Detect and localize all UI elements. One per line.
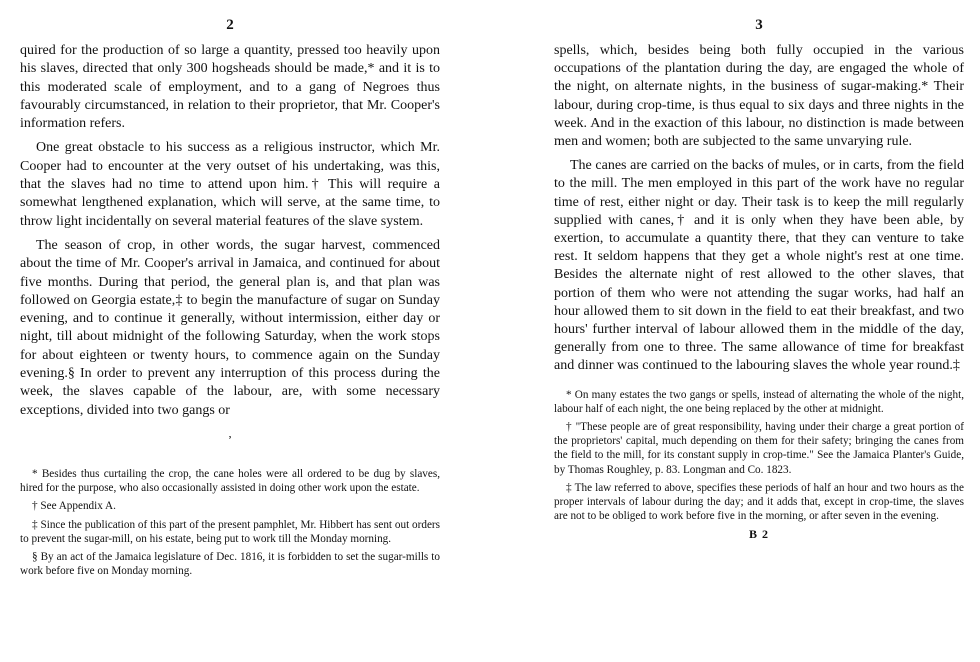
footnote: ‡ Since the publication of this part of the present pamphlet, Mr. Hibbert has sent out orders to prevent the sugar-mill, on his estate, being put to work till the Monday morning. — [20, 518, 440, 545]
footnote: * Besides thus curtailing the crop, the cane holes were all ordered to be dug by slaves, hired for the purpose, who also occasionally assisted in doing other work upon the estate. — [20, 467, 440, 495]
footnote: † See Appendix A. — [32, 500, 116, 513]
footnotes — [554, 388, 964, 524]
main-text — [20, 42, 440, 420]
paragraph: The canes are carried on the backs of mules, or in carts, from the field to the mill. The men employed in this part of the work have no regular time of rest, either night or day. Their task is to keep the mill regularly supplied with canes,† and it is only when they have been able, by exertion, to accumulate a quantity there, that they can venture to take rest. It seldom happens that they get a whole night's rest at one time. Besides the alternate night of rest allowed to the other slaves, that portion of them who were not attending the sugar works, had half an hour allowed them to sit down in the field to eat their breakfast, and two hours' further interval of labour allowed them in the middle of the day, generally from one to three. The same allowance of time for breakfast and dinner was continued to the labouring slaves the whole year round.‡ — [554, 158, 964, 374]
footnote: * On many estates the two gangs or spells, instead of alternating the whole of the night, labour half of each night, the one being replaced by the other at midnight. — [554, 388, 964, 415]
left-page — [20, 0, 440, 582]
paragraph: spells, which, besides being both fully occupied in the various occupations of the plantation during the day, are engaged the whole of the night, on alternate nights, in the business of sugar-making.* Their labour, during crop-time, is thus equal to six days and three nights in the week. And in the exaction of this labour, no distinction is made between men and women; both are subjected to the same unvarying rule. — [554, 43, 964, 150]
separator-mark: ‚ — [228, 425, 232, 440]
footnote: ‡ The law referred to above, specifies these periods of half an hour and two hours as the proper intervals of labour during the day; and it adds that, except in crop-time, the slaves are not to be obliged to work before five in the morning, or after seven in the evening. — [554, 481, 964, 523]
paragraph: One great obstacle to his success as a religious instructor, which Mr. Cooper had to encounter at the very outset of his undertaking, was this, that the slaves had no time to attend upon him.† This will require a somewhat lengthened explanation, which will serve, at the same time, to throw light incidentally on several material features of the slave system. — [20, 140, 440, 229]
footnote: † "These people are of great responsibility, having under their charge a great portion of the proprietors' capital, much depending on them for their safety; bringing the canes from the field to the mill, for its constant supply in crop-time." See the Jamaica Planter's Guide, by Thomas Roughley, p. 83. Longman and Co. 1823. — [554, 421, 964, 476]
paragraph: quired for the production of so large a quantity, pressed too heavily upon his slaves, directed that only 300 hogsheads should be made,* and it is to this moderated scale of employment, and to a gang of Negroes thus favourably circumstanced, in relation to their proprietor, that Mr. Cooper's information refers. — [20, 43, 440, 132]
right-page — [554, 0, 964, 542]
signature-mark: B 2 — [748, 527, 769, 542]
footnote: § By an act of the Jamaica legislature of Dec. 1816, it is forbidden to set the sugar-mills to work before five on Monday morning. — [20, 550, 440, 578]
paragraph: The season of crop, in other words, the sugar harvest, commenced about the time of Mr. Cooper's arrival in Jamaica, and continued for about five months. During that period, the general plan is, and that plan was followed on Georgia estate,‡ to begin the manufacture of sugar on Sunday evening, and to continue it generally, without intermission, either day or night, till about midnight of the following Saturday, when the work stops for about eighteen or twenty hours, to commence again on the Sunday evening.§ In order to prevent any interruption of this process during the week, the slaves capable of the labour, are, with some necessary exceptions, divided into two gangs or — [20, 237, 440, 418]
page-number: 3 — [755, 17, 763, 33]
page-number: 2 — [226, 17, 234, 33]
main-text — [554, 42, 964, 376]
footnotes — [20, 467, 440, 578]
